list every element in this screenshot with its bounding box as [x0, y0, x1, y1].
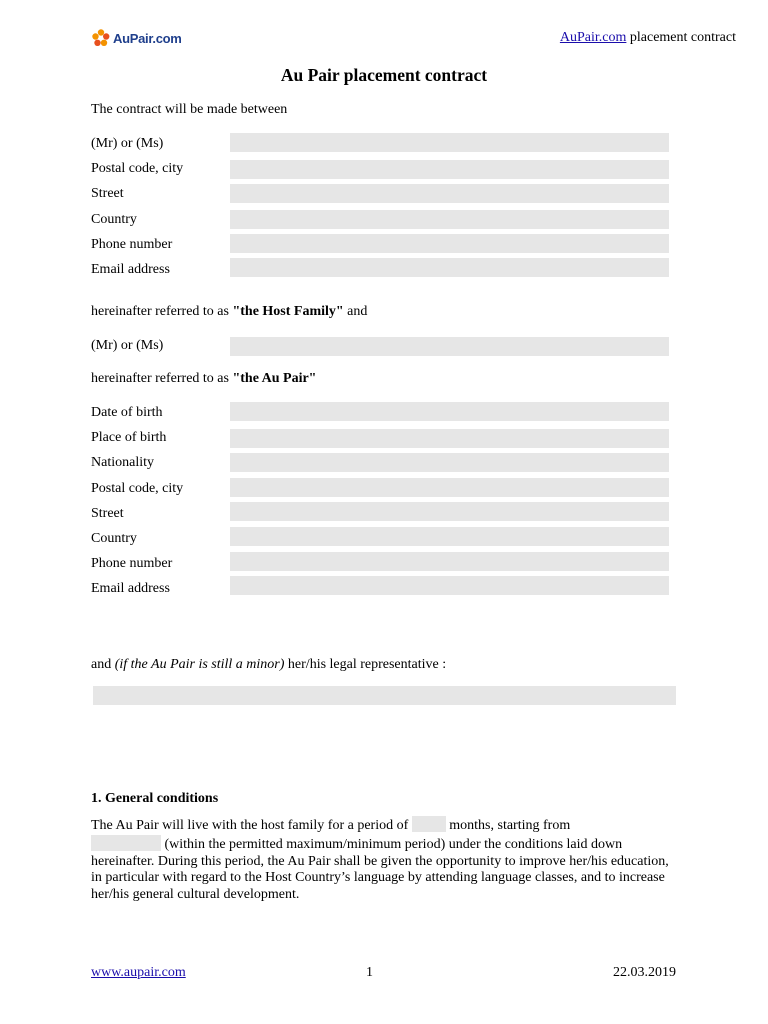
host-field-label: Phone number	[91, 237, 173, 252]
aupair-field-label: Email address	[91, 581, 170, 596]
host-field-label: Country	[91, 212, 137, 227]
aupair-name-input[interactable]	[230, 337, 669, 356]
legal-representative-input[interactable]	[93, 686, 676, 705]
host-field-label: Street	[91, 186, 124, 201]
aupair-logo	[91, 27, 182, 49]
intro-text: The contract will be made between	[91, 102, 288, 117]
footer-website-link[interactable]: www.aupair.com	[91, 965, 186, 980]
host-country-input[interactable]	[230, 210, 669, 229]
host-postal-input[interactable]	[230, 160, 669, 179]
aupair-field-label: Place of birth	[91, 430, 167, 445]
footer-date: 22.03.2019	[613, 965, 676, 980]
host-email-input[interactable]	[230, 258, 669, 277]
aupair-dob-input[interactable]	[230, 402, 669, 421]
aupair-country-input[interactable]	[230, 527, 669, 546]
section-heading: 1. General conditions	[91, 791, 219, 806]
aupair-phone-input[interactable]	[230, 552, 669, 571]
host-street-input[interactable]	[230, 184, 669, 203]
header-title	[560, 30, 736, 46]
aupair-name-label: (Mr) or (Ms)	[91, 338, 164, 353]
host-field-label: (Mr) or (Ms)	[91, 136, 164, 151]
aupair-field-label: Date of birth	[91, 405, 163, 420]
host-family-reference: hereinafter referred to as "the Host Family" and	[91, 304, 368, 319]
aupair-reference: hereinafter referred to as "the Au Pair"	[91, 371, 317, 386]
general-conditions-paragraph: The Au Pair will live with the host family for a period of months, starting from (within the permitted maximum/minimum period) under the conditions laid down hereinafter. During this period, the Au Pair shall be given the opportunity to improve her/his education, in particular with regard to the Host Country’s language by attending language classes, and to increase her/his general cultural development.	[91, 818, 669, 903]
aupair-field-label: Phone number	[91, 556, 173, 571]
aupair-nationality-input[interactable]	[230, 453, 669, 472]
flower-logo-icon	[91, 28, 111, 48]
logo-text: AuPair.com	[113, 30, 182, 46]
start-date-input[interactable]	[91, 835, 161, 851]
header-site-link[interactable]: AuPair.com	[559, 30, 627, 45]
aupair-postal-input[interactable]	[230, 478, 669, 497]
aupair-email-input[interactable]	[230, 576, 669, 595]
host-name-input[interactable]	[230, 133, 669, 152]
host-field-label: Postal code, city	[91, 161, 184, 176]
host-phone-input[interactable]	[230, 234, 669, 253]
document-title: Au Pair placement contract	[280, 65, 488, 85]
period-months-input[interactable]	[412, 816, 446, 832]
aupair-field-label: Country	[91, 531, 137, 546]
aupair-field-label: Postal code, city	[91, 481, 184, 496]
host-field-label: Email address	[91, 262, 170, 277]
header-suffix: placement contract	[626, 30, 736, 45]
aupair-field-label: Nationality	[91, 455, 154, 470]
aupair-street-input[interactable]	[230, 502, 669, 521]
aupair-pob-input[interactable]	[230, 429, 669, 448]
page-number: 1	[366, 965, 373, 980]
legal-representative-text: and (if the Au Pair is still a minor) her/his legal representative :	[91, 657, 447, 672]
aupair-field-label: Street	[91, 506, 124, 521]
